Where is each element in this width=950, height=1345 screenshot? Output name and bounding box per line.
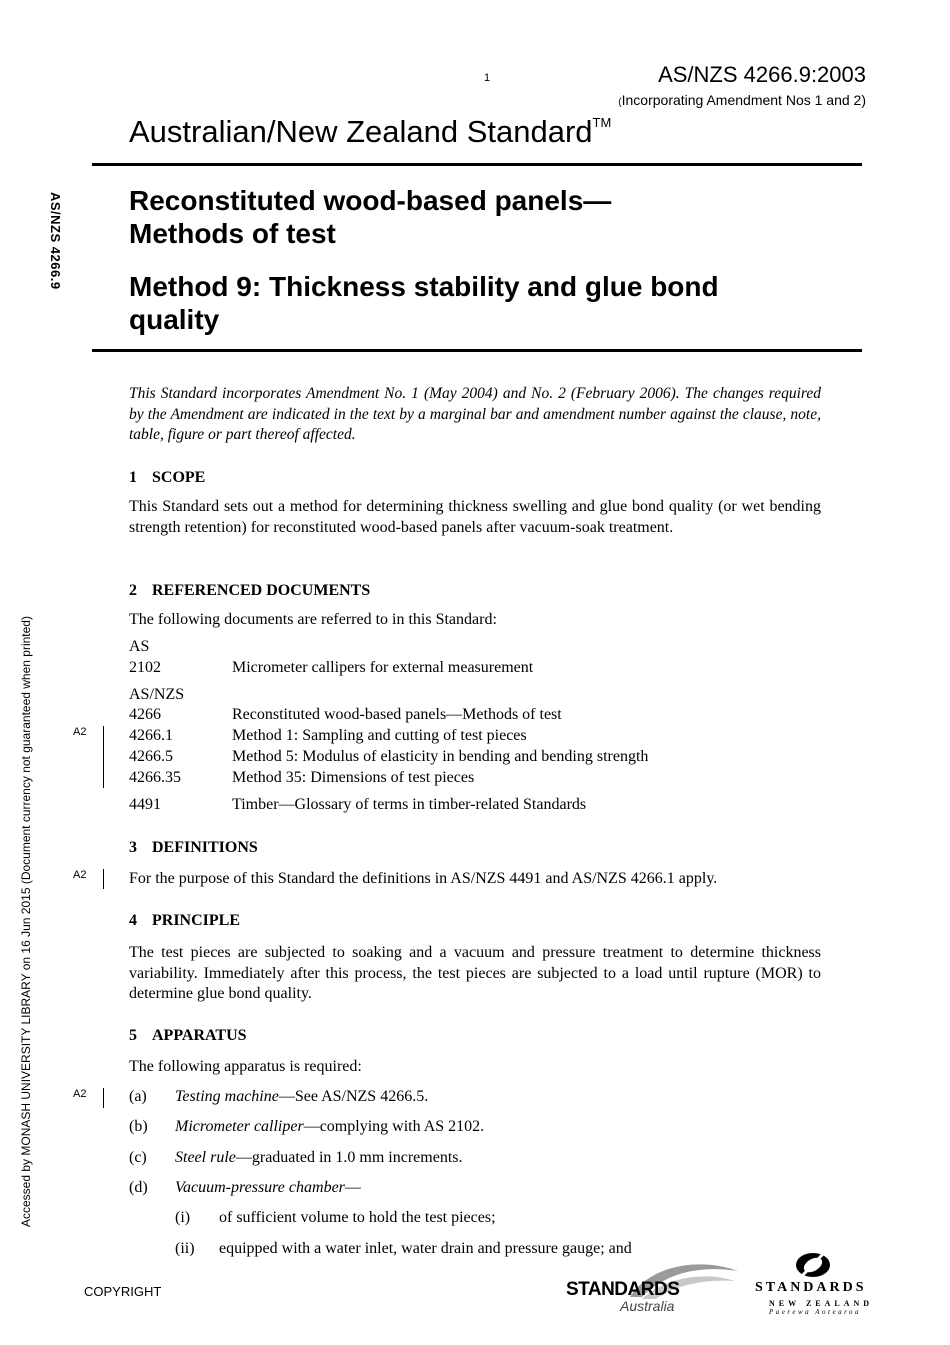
apparatus-subitem: of sufficient volume to hold the test pieces; xyxy=(219,1209,496,1226)
standards-new-zealand-logo xyxy=(753,1250,875,1320)
apparatus-detail: —graduated in 1.0 mm increments. xyxy=(235,1149,463,1166)
section-heading-references xyxy=(129,582,370,600)
copyright-label: COPYRIGHT xyxy=(84,1284,162,1299)
document-title xyxy=(129,184,611,250)
section-title: DEFINITIONS xyxy=(152,839,258,856)
reference-code: 4266.35 xyxy=(129,769,181,786)
apparatus-item xyxy=(175,1088,428,1106)
apparatus-detail: —See AS/NZS 4266.5. xyxy=(278,1088,429,1105)
amendment-bar xyxy=(103,726,104,788)
apparatus-item xyxy=(175,1118,484,1136)
top-rule xyxy=(92,163,862,166)
apparatus-item-label: (d) xyxy=(129,1179,148,1196)
standards-australia-logo xyxy=(558,1255,748,1315)
title-line-3: Method 9: Thickness stability and glue bond xyxy=(129,271,719,302)
references-intro: The following documents are referred to in this Standard: xyxy=(129,611,497,628)
apparatus-detail: — xyxy=(344,1179,361,1196)
logo-sa-sub: Australia xyxy=(620,1298,675,1314)
logo-nz-word: STANDARDS xyxy=(755,1280,867,1295)
definitions-text: For the purpose of this Standard the definitions in AS/NZS 4491 and AS/NZS 4266.1 apply. xyxy=(129,870,718,887)
method-title xyxy=(129,270,829,336)
trademark-mark: TM xyxy=(592,114,612,130)
reference-title: Micrometer callipers for external measurement xyxy=(232,659,534,676)
reference-group-asnzs: AS/NZS xyxy=(129,686,185,703)
reference-code: 4266.1 xyxy=(129,727,173,744)
section-title: SCOPE xyxy=(152,469,206,486)
apparatus-intro: The following apparatus is required: xyxy=(129,1058,362,1075)
logo-sa-word: STANDARDS xyxy=(566,1279,680,1300)
section-number: 4 xyxy=(129,912,137,929)
bottom-rule xyxy=(92,349,862,352)
section-heading-scope xyxy=(129,469,205,487)
section-number: 1 xyxy=(129,469,137,486)
logo-nz-sub: NEW ZEALAND xyxy=(769,1299,874,1308)
apparatus-term: Steel rule xyxy=(175,1149,236,1166)
apparatus-subitem: equipped with a water inlet, water drain and pressure gauge; and xyxy=(219,1240,632,1257)
section-title: APPARATUS xyxy=(152,1027,247,1044)
section-heading-apparatus xyxy=(129,1027,247,1045)
apparatus-subitem-label: (i) xyxy=(175,1209,191,1226)
apparatus-term: Micrometer calliper xyxy=(175,1118,304,1135)
section-heading-principle xyxy=(129,912,240,930)
scope-text: This Standard sets out a method for determining thickness swelling and glue bond quality (or wet bending strength retention) for reconstituted wood-based panels after vacuum-soak treatment. xyxy=(129,498,821,536)
reference-code: 4266.5 xyxy=(129,748,173,765)
logo-nz-maori: Paerewa Aotearoa xyxy=(769,1308,862,1316)
standard-code: AS/NZS 4266.9:2003 xyxy=(658,62,866,87)
section-number: 2 xyxy=(129,582,137,599)
standard-brand xyxy=(129,114,611,150)
title-line-2: Methods of test xyxy=(129,218,336,249)
principle-text: The test pieces are subjected to soaking and a vacuum and pressure treatment to determine thickness variability. Immediately after this process, the test pieces are subjected to a load until rupture (MOR) to determine glue bond quality. xyxy=(129,944,821,1002)
section-title: REFERENCED DOCUMENTS xyxy=(152,582,371,599)
reference-code: 2102 xyxy=(129,659,161,676)
section-heading-definitions xyxy=(129,839,258,857)
reference-title: Method 35: Dimensions of test pieces xyxy=(232,769,475,786)
access-margin-note: Accessed by MONASH UNIVERSITY LIBRARY on 16 Jun 2015 (Document currency not guaranteed when printed) xyxy=(19,616,33,1228)
apparatus-item xyxy=(175,1179,361,1197)
apparatus-term: Vacuum-pressure chamber xyxy=(175,1179,345,1196)
page-number: 1 xyxy=(484,72,491,84)
title-line-4: quality xyxy=(129,304,220,335)
reference-code: 4491 xyxy=(129,796,161,813)
apparatus-item xyxy=(175,1149,462,1167)
amendment-bar xyxy=(103,869,104,889)
fern-mark-icon xyxy=(793,1250,833,1280)
reference-title: Method 1: Sampling and cutting of test pieces xyxy=(232,727,527,744)
incorporation-paren: ( xyxy=(618,97,622,108)
amendment-incorporation xyxy=(618,92,866,108)
apparatus-detail: —complying with AS 2102. xyxy=(303,1118,485,1135)
amendment-mark: A2 xyxy=(73,726,87,738)
section-number: 3 xyxy=(129,839,137,856)
incorporation-text: Incorporating Amendment Nos 1 and 2) xyxy=(621,92,866,108)
reference-title: Method 5: Modulus of elasticity in bending and bending strength xyxy=(232,748,649,765)
section-number: 5 xyxy=(129,1027,137,1044)
reference-title: Timber—Glossary of terms in timber-related Standards xyxy=(232,796,587,813)
amendment-mark: A2 xyxy=(73,1088,87,1100)
apparatus-term: Testing machine xyxy=(175,1088,279,1105)
reference-title: Reconstituted wood-based panels—Methods of test xyxy=(232,706,562,723)
amendment-note: This Standard incorporates Amendment No. 1 (May 2004) and No. 2 (February 2006). The changes required by the Amendment are indicated in the text by a marginal bar and amendment number against the clause, note, table, figure or part thereof affected. xyxy=(129,385,821,443)
apparatus-item-label: (a) xyxy=(129,1088,147,1105)
section-title: PRINCIPLE xyxy=(152,912,241,929)
apparatus-subitem-label: (ii) xyxy=(175,1240,195,1257)
apparatus-item-label: (b) xyxy=(129,1118,148,1135)
side-standard-code: AS/NZS 4266.9 xyxy=(48,192,63,290)
title-line-1: Reconstituted wood-based panels— xyxy=(129,185,612,216)
reference-group-as: AS xyxy=(129,638,150,655)
amendment-mark: A2 xyxy=(73,869,87,881)
reference-code: 4266 xyxy=(129,706,161,723)
brand-text: Australian/New Zealand Standard xyxy=(129,114,593,149)
amendment-bar xyxy=(103,1088,104,1108)
apparatus-item-label: (c) xyxy=(129,1149,147,1166)
